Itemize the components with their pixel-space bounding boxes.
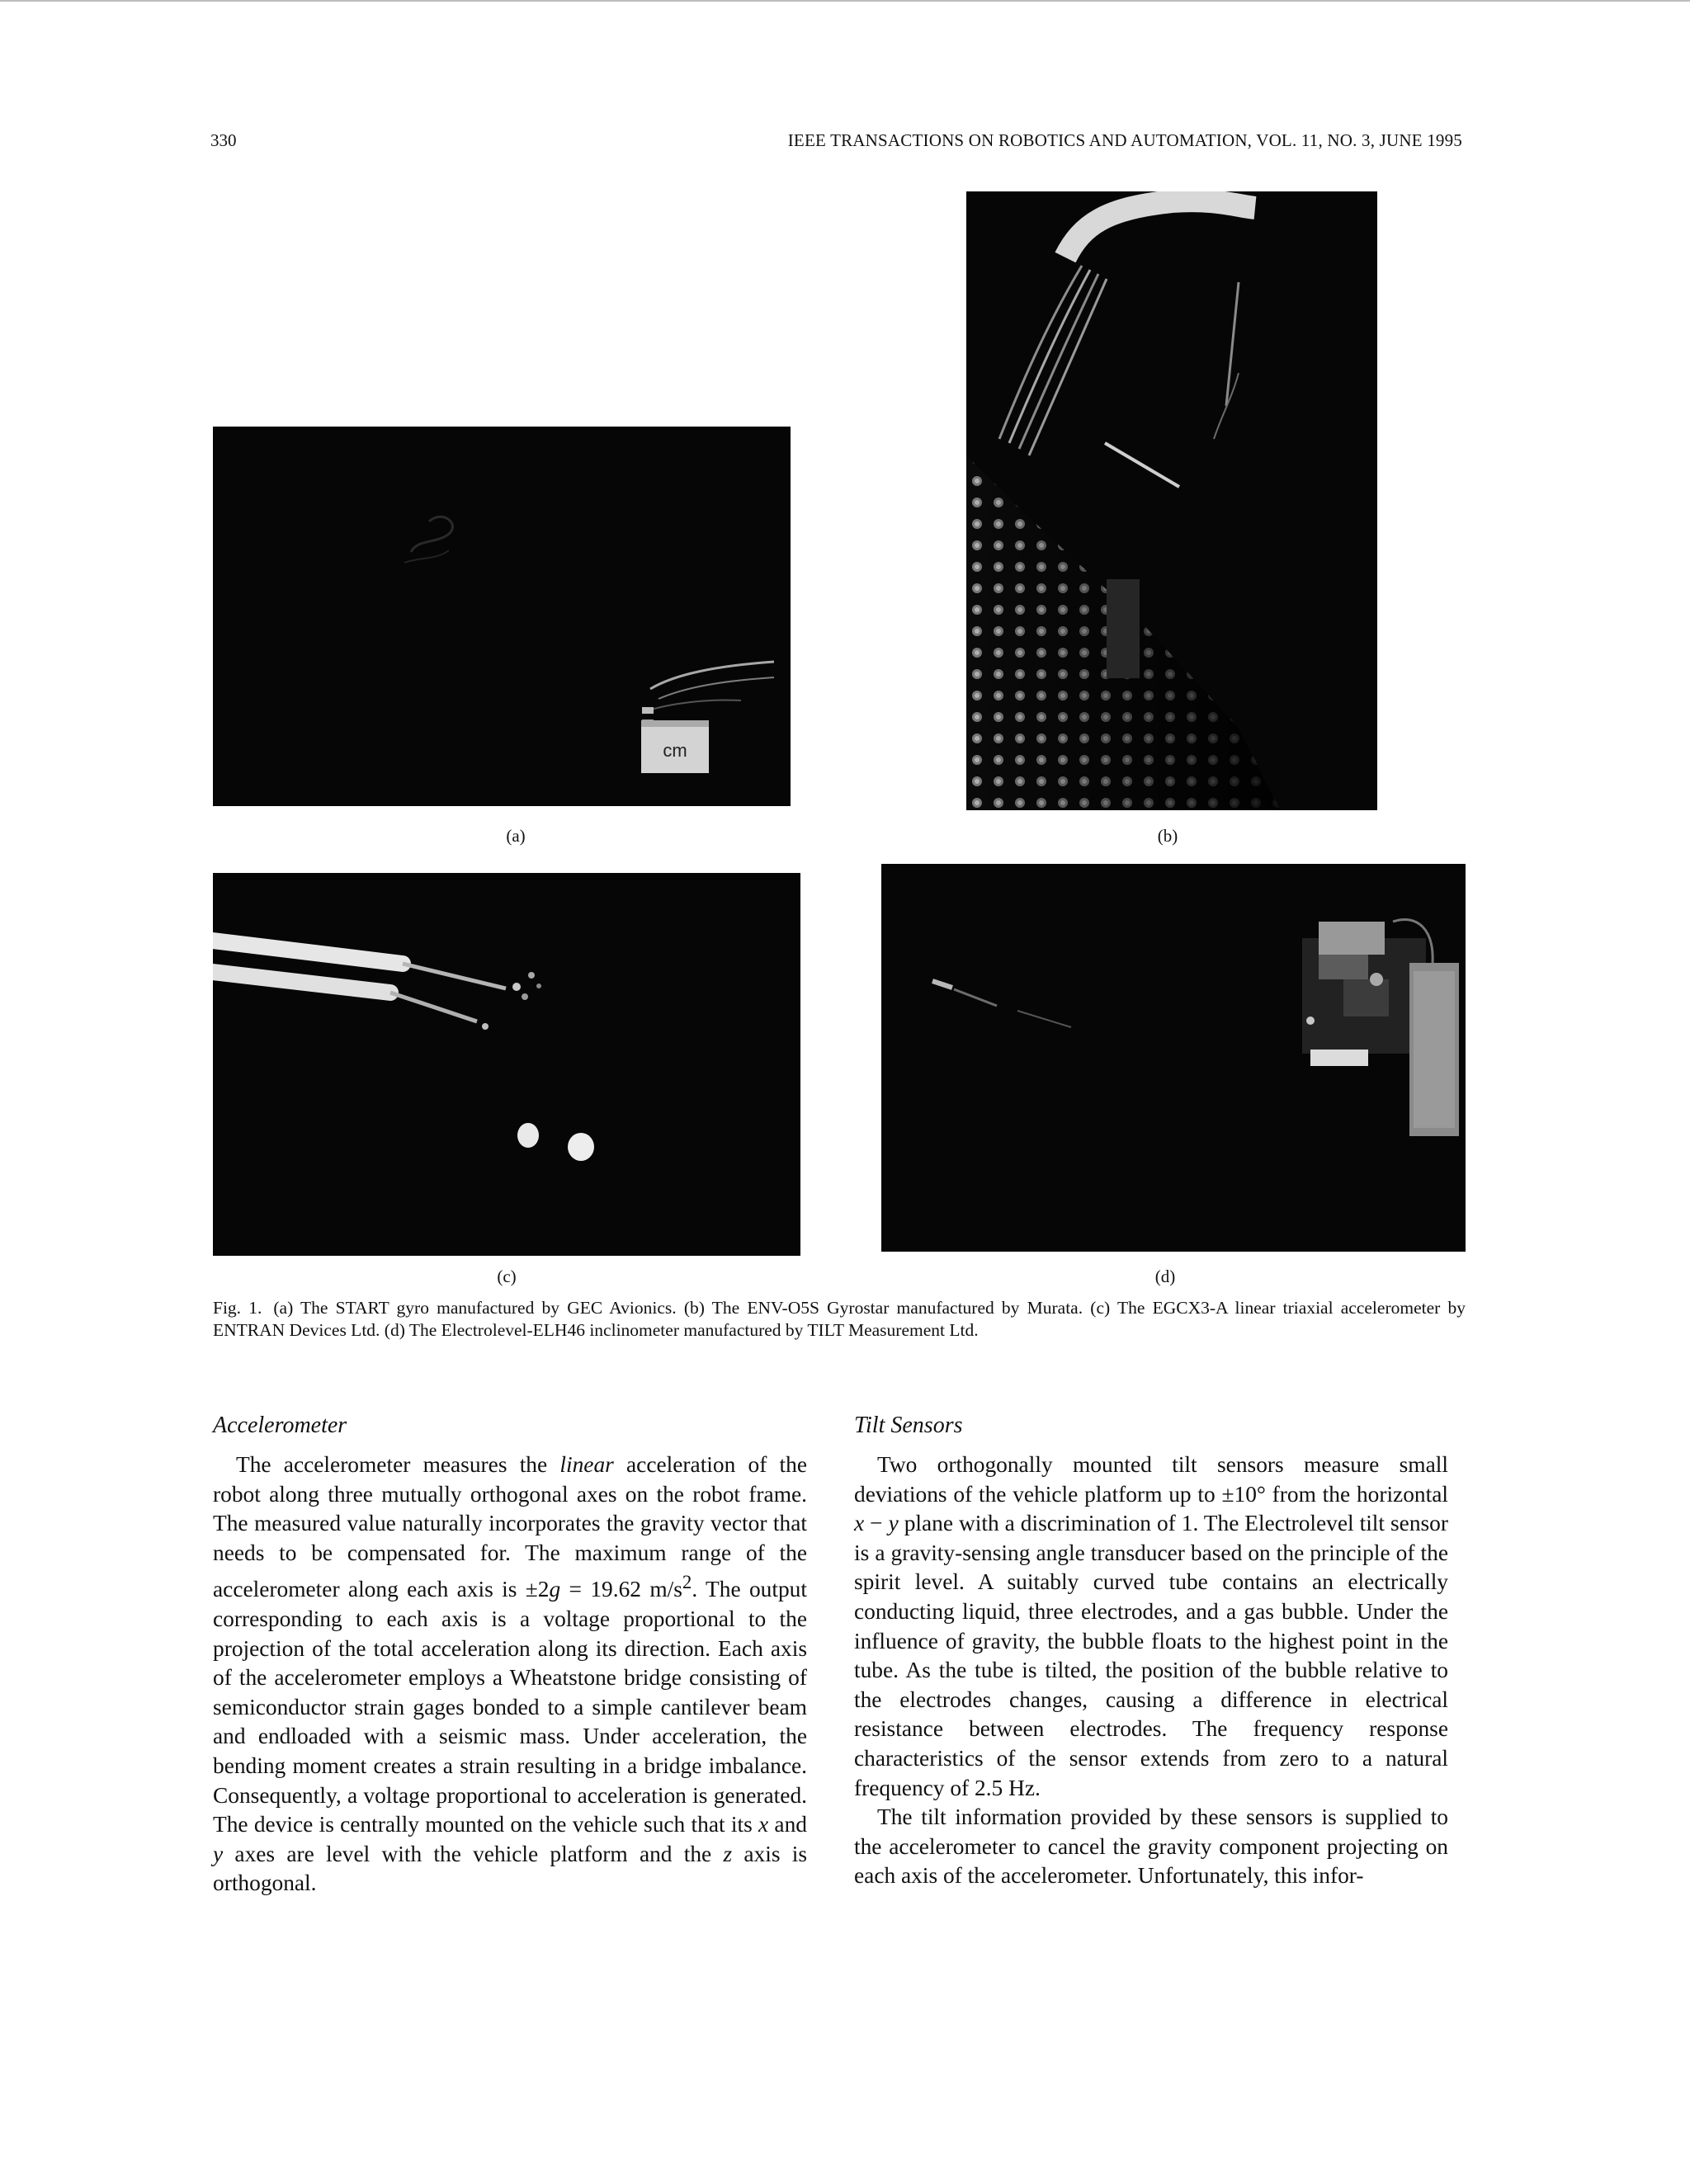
gyrostar-photo-illustration bbox=[966, 191, 1377, 810]
section-heading-accelerometer: Accelerometer bbox=[213, 1413, 347, 1438]
gyro-photo-illustration bbox=[213, 427, 791, 806]
figure-panel-b-label: (b) bbox=[1157, 826, 1178, 846]
accelerometer-paragraph: The accelerometer measures the linear acceleration of the robot along three mutually orthogonal axes on the robot frame. The measured value naturally incorporates the gravity vector that needs to be compensated for. The maximum range of the accelerometer along each axis is ±2g = 19.62 $m/s^2$. The output corresponding to each axis is a voltage proportional to the projection of the total acceleration along its direction. Each axis of the accelerometer employs a Wheatstone bridge consisting of semiconductor strain gages bonded to a simple cantilever beam and endloaded with a seismic mass. Under acceleration, the bending moment creates a strain resulting in a bridge imbalance. Consequently, a voltage proportional to acceleration is generated. The device is centrally mounted on the vehicle such that its x and y axes are level with the vehicle platform and the z axis is orthogonal. bbox=[213, 1452, 808, 1896]
section-heading-tilt-sensors: Tilt Sensors bbox=[854, 1413, 963, 1438]
figure-panel-d-label: (d) bbox=[1154, 1267, 1176, 1286]
figure-panel-c-photo bbox=[213, 873, 800, 1256]
tilt-paragraph-1: Two orthogonally mounted tilt sensors measure small deviations of the vehicle platform up to ±10° from the horizontal x − y plane with a discrimination of 1. The Electrolevel tilt sensor is a gravity-sensing angle transducer based on the principle of the spirit level. A suitably curved tube contains an electrically conducting liquid, three electrodes, and a gas bubble. Under the influence of gravity, the bubble floats to the highest point in the tube. As the tube is tilted, the position of the bubble relative to the electrodes changes, causing a difference in electrical resistance between electrodes. The frequency response characteristics of the sensor extends from zero to a natural frequency of 2.5 Hz. bbox=[854, 1452, 1448, 1800]
figure-panel-a-photo bbox=[213, 427, 791, 806]
right-column-text bbox=[854, 1450, 1448, 1891]
figure-panel-c-label: (c) bbox=[497, 1267, 517, 1286]
left-column-text bbox=[213, 1450, 807, 1899]
figure-panel-d-photo bbox=[881, 864, 1466, 1252]
inclinometer-photo-illustration bbox=[881, 864, 1466, 1252]
page-number: 330 bbox=[210, 130, 237, 150]
figure-panel-b-photo bbox=[966, 191, 1377, 810]
tilt-paragraph-2: The tilt information provided by these sensors is supplied to the accelerometer to cancel the gravity component projecting on each axis of the accelerometer. Unfortunately, this infor- bbox=[854, 1804, 1448, 1889]
figure-panel-a-label: (a) bbox=[506, 826, 526, 846]
caption-text: (a) The START gyro manufactured by GEC Avionics. (b) The ENV-O5S Gyrostar manufactured by Murata. (c) The EGCX3-A linear triaxial accelerometer by ENTRAN Devices Ltd. (d) The Electrolevel-ELH46 inclinometer manufactured by TILT Measurement Ltd. bbox=[213, 1298, 1466, 1340]
cm-scale-label: cm bbox=[663, 740, 687, 761]
figure-caption bbox=[213, 1297, 1466, 1342]
caption-label: Fig. 1. bbox=[213, 1298, 262, 1318]
top-border bbox=[0, 0, 1690, 2]
accelerometer-photo-illustration bbox=[213, 873, 800, 1256]
running-header: IEEE TRANSACTIONS ON ROBOTICS AND AUTOMATION, VOL. 11, NO. 3, JUNE 1995 bbox=[787, 130, 1462, 150]
